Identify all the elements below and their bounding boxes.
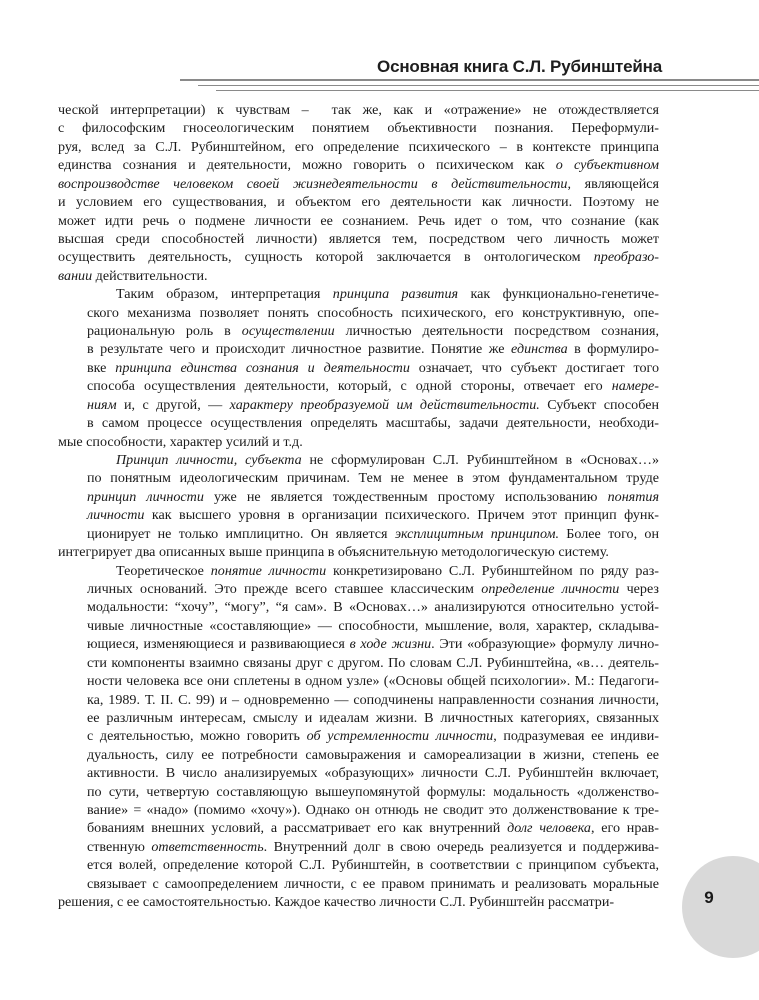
page-number: 9 [704,888,714,907]
text-line: вке принципа единства сознания и деятельности означает, что субъект достигает того [87,359,659,376]
text-line: ционирует не только имплицитно. Он является эксплицитным принципом. Более того, он [87,525,659,542]
text-line: модальности: “хочу”, “могу”, “я сам». В «Основах…» анализируются относительно устой- [87,599,659,616]
running-header-title: Основная книга С.Л. Рубинштейна [377,57,662,76]
header-rule-1 [180,79,759,81]
text-line: активности. В число анализируемых «образующих» личности С.Л. Рубинштейн включает, [87,765,659,782]
paragraph-2 [58,285,659,451]
text-line: Принцип личности, субъекта не сформулирован С.Л. Рубинштейном в «Основах…» [116,452,659,469]
paragraph-3 [58,451,659,562]
text-line: может идти речь о подмене личности ее сознанием. Речь идет о том, что сознание (как [58,212,659,229]
text-line: дуальность, силу ее потребности самовыражения и самореализации в жизни, степень ее [87,746,659,763]
text-line: ности человека все они сплетены в одном узле» («Основы общей психологии». М.: Педагоги- [87,673,659,690]
text-line: Теоретическое понятие личности конкретизировано С.Л. Рубинштейном по ряду раз- [116,562,659,579]
text-line: в результате чего и происходит личностное развитие. Понятие же единства в формулиро- [87,341,659,358]
text-line: и условием его существования, и объектом его деятельности как личности. Поэтому не [58,194,659,211]
header-rule-3 [216,90,759,91]
text-line: ского механизма позволяет понять способность психического, его конструктивную, опе- [87,304,659,321]
text-line: решения, с ее самостоятельностью. Каждое качество личности С.Л. Рубинштейн рассматри- [58,894,615,911]
header-rule-2 [198,85,759,86]
paragraph-4 [58,562,659,912]
text-line: ческой интерпретации) к чувствам – так же, как и «отражение» не отождествляется [58,102,659,118]
paragraph-1 [58,101,659,285]
body-text [58,101,659,912]
text-line: интегрирует два описанных выше принципа в объяснительную методологическую систему. [58,544,609,561]
text-line: руя, вслед за С.Л. Рубинштейном, его определение психического – в контексте принципа [58,138,659,155]
text-line: Таким образом, интерпретация принципа развития как функционально-генетиче- [116,286,659,303]
text-line: чивые личностные «составляющие» — способности, мышление, воля, характер, складыва- [87,617,659,634]
text-line: с философским гносеологическим понятием объективности познания. Переформули- [58,120,659,137]
text-line: ниям и, с другой, — характеру преобразуемой им действительности. Субъект способен [87,396,660,413]
text-line: по сути, четвертую составляющую вышеупомянутой формулы: модальность «долженство- [87,783,659,800]
text-line: вание» = «надо» (помимо «хочу»). Однако он отнюдь не сводит это долженствование к тре- [87,802,659,819]
text-line: бованиям внешних условий, а рассматривает его как внутренний долг человека, его нрав- [87,820,659,837]
text-line: ющиеся, изменяющиеся и развивающиеся в ходе жизни. Эти «образующие» формулу личнo- [87,636,659,653]
text-line: осуществить деятельность, сущность которой заключается в онтологическом преобразо- [58,249,659,266]
text-line: высшая среди способностей личности) является тем, посредством чего личность может [58,230,659,247]
text-line: связывает с самоопределением личности, с ее правом принимать и реализовать моральные [87,875,659,892]
text-line: с деятельностью, можно говорить об устремленности личности, подразумевая ее индиви- [87,728,659,745]
text-line: единства сознания и деятельности, можно говорить о психическом как о субъективном [58,157,659,174]
text-line: в самом процессе осуществления определять масштабы, задачи деятельности, необходи- [87,415,659,432]
text-line: ется волей, определение которой С.Л. Рубинштейн, в соответствии с принципом субъекта, [87,857,659,874]
text-line: ственную ответственность. Внутренний долг в свою очередь реализуется и поддержива- [87,838,659,855]
text-line: ка, 1989. Т. II. С. 99) и – одновременно — соподчинены направленности сознания личности, [87,691,659,708]
text-line: рациональную роль в осуществлении личностью деятельности посредством сознания, [87,323,659,340]
text-line: сти компоненты взаимно связаны друг с другом. По словам С.Л. Рубинштейна, «в… деятель- [87,654,659,671]
text-line: личных оснований. Это прежде всего ставшее классическим определение личности через [87,580,659,597]
text-line: принцип личности уже не является тождественным простому использованию понятия [87,488,660,505]
text-line: ее различным интересам, смыслу и идеалам жизни. В личностных категориях, связанных [87,709,659,726]
text-line: мые способности, характер усилий и т.д. [58,433,303,450]
text-line: способа осуществления деятельности, который, с одной стороны, отвечает его намере- [87,378,659,395]
text-line: вании действительности. [58,267,208,284]
text-line: личности как высшего уровня в организации психического. Причем этот принцип функ- [87,507,659,524]
text-line: по понятным идеологическим причинам. Тем не менее в этом фундаментальном труде [87,470,659,487]
text-line: воспроизводстве человеком своей жизнедеятельности в действительности, являющейся [58,175,660,192]
